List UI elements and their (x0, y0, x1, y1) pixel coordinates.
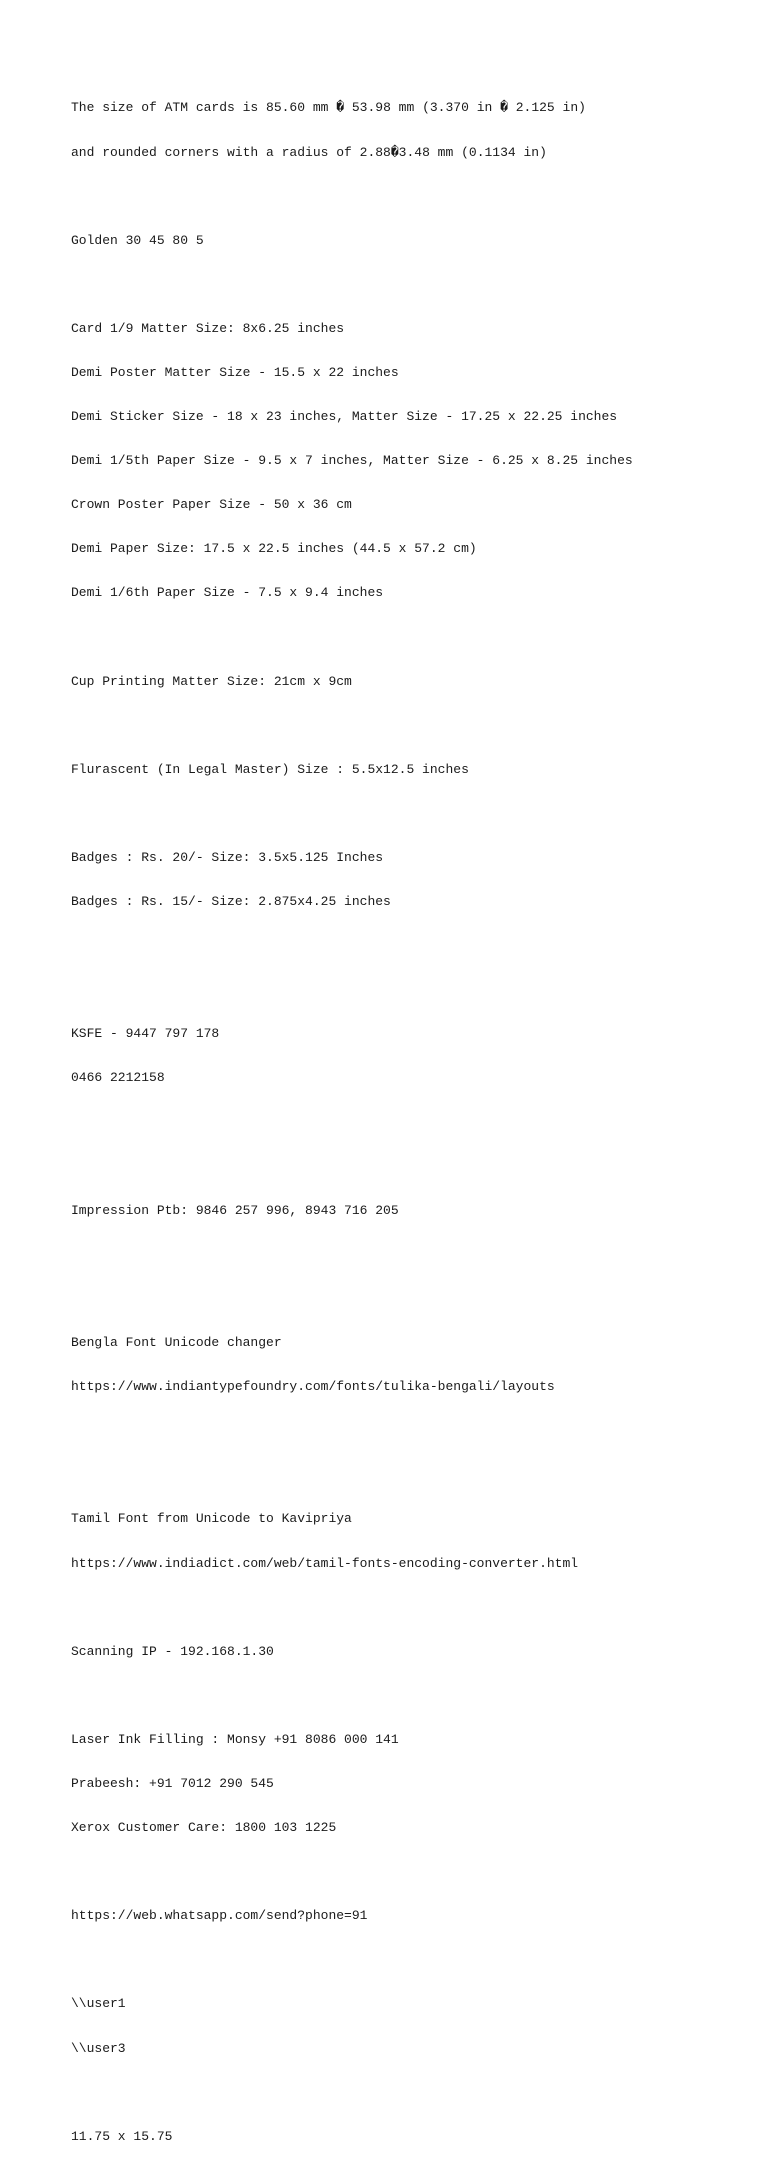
blank-line (71, 1865, 751, 1880)
badges-15-line: Badges : Rs. 15/- Size: 2.875x4.25 inches (71, 894, 391, 910)
demi-poster-line: Demi Poster Matter Size - 15.5 x 22 inches (71, 364, 399, 380)
demi-fifth-paper-line: Demi 1/5th Paper Size - 9.5 x 7 inches, Matter Size - 6.25 x 8.25 inches (71, 453, 633, 469)
blank-line (71, 1292, 751, 1307)
scanning-ip-line: Scanning IP - 192.168.1.30 (71, 1643, 274, 1659)
xerox-care-line: Xerox Customer Care: 1800 103 1225 (71, 1820, 337, 1836)
ksfe-line: KSFE - 9447 797 178 (71, 1026, 220, 1042)
atm-size-line-1: The size of ATM cards is 85.60 mm � 53.98 mm (3.370 in � 2.125 in) (71, 100, 586, 116)
blank-line (71, 1116, 751, 1131)
blank-line (71, 1160, 751, 1175)
prabeesh-line: Prabeesh: +91 7012 290 545 (71, 1775, 274, 1791)
user3-path-line: \\user3 (71, 2040, 126, 2056)
blank-line (71, 1953, 751, 1968)
demi-sixth-paper-line: Demi 1/6th Paper Size - 7.5 x 9.4 inches (71, 585, 384, 601)
blank-line (71, 1468, 751, 1483)
laser-ink-line: Laser Ink Filling : Monsy +91 8086 000 141 (71, 1731, 399, 1747)
blank-line (71, 939, 751, 954)
golden-line: Golden 30 45 80 5 (71, 232, 204, 248)
atm-size-line-2: and rounded corners with a radius of 2.88�3.48 mm (0.1134 in) (71, 144, 547, 160)
phone-line: 0466 2212158 (71, 1070, 165, 1086)
badges-20-line: Badges : Rs. 20/- Size: 3.5x5.125 Inches (71, 850, 384, 865)
blank-line (71, 807, 751, 822)
blank-line (71, 719, 751, 734)
card-matter-size-line: Card 1/9 Matter Size: 8x6.25 inches (71, 320, 345, 336)
whatsapp-url-line: https://web.whatsapp.com/send?phone=91 (71, 1908, 368, 1924)
blank-line (71, 983, 751, 998)
demi-sticker-line: Demi Sticker Size - 18 x 23 inches, Matter Size - 17.25 x 22.25 inches (71, 409, 618, 425)
blank-line (71, 1424, 751, 1439)
tamil-font-heading: Tamil Font from Unicode to Kavipriya (71, 1511, 352, 1527)
tamil-font-url: https://www.indiadict.com/web/tamil-fonts-encoding-converter.html (71, 1555, 579, 1571)
blank-line (71, 278, 751, 293)
blank-line (71, 2086, 751, 2101)
crown-poster-line: Crown Poster Paper Size - 50 x 36 cm (71, 497, 352, 513)
blank-line (71, 190, 751, 205)
bengla-font-heading: Bengla Font Unicode changer (71, 1335, 282, 1351)
user1-path-line: \\user1 (71, 1996, 126, 2012)
cup-printing-line: Cup Printing Matter Size: 21cm x 9cm (71, 673, 352, 689)
document-body (71, 72, 751, 2174)
blank-line (71, 631, 751, 646)
bengla-font-url: https://www.indiantypefoundry.com/fonts/tulika-bengali/layouts (71, 1379, 555, 1395)
dimension-line: 11.75 x 15.75 (71, 2128, 173, 2144)
blank-line (71, 1689, 751, 1704)
blank-line (71, 1601, 751, 1616)
flurascent-line: Flurascent (In Legal Master) Size : 5.5x12.5 inches (71, 761, 469, 777)
impression-line: Impression Ptb: 9846 257 996, 8943 716 205 (71, 1202, 399, 1218)
blank-line (71, 1248, 751, 1263)
demi-paper-line: Demi Paper Size: 17.5 x 22.5 inches (44.5 x 57.2 cm) (71, 541, 477, 557)
